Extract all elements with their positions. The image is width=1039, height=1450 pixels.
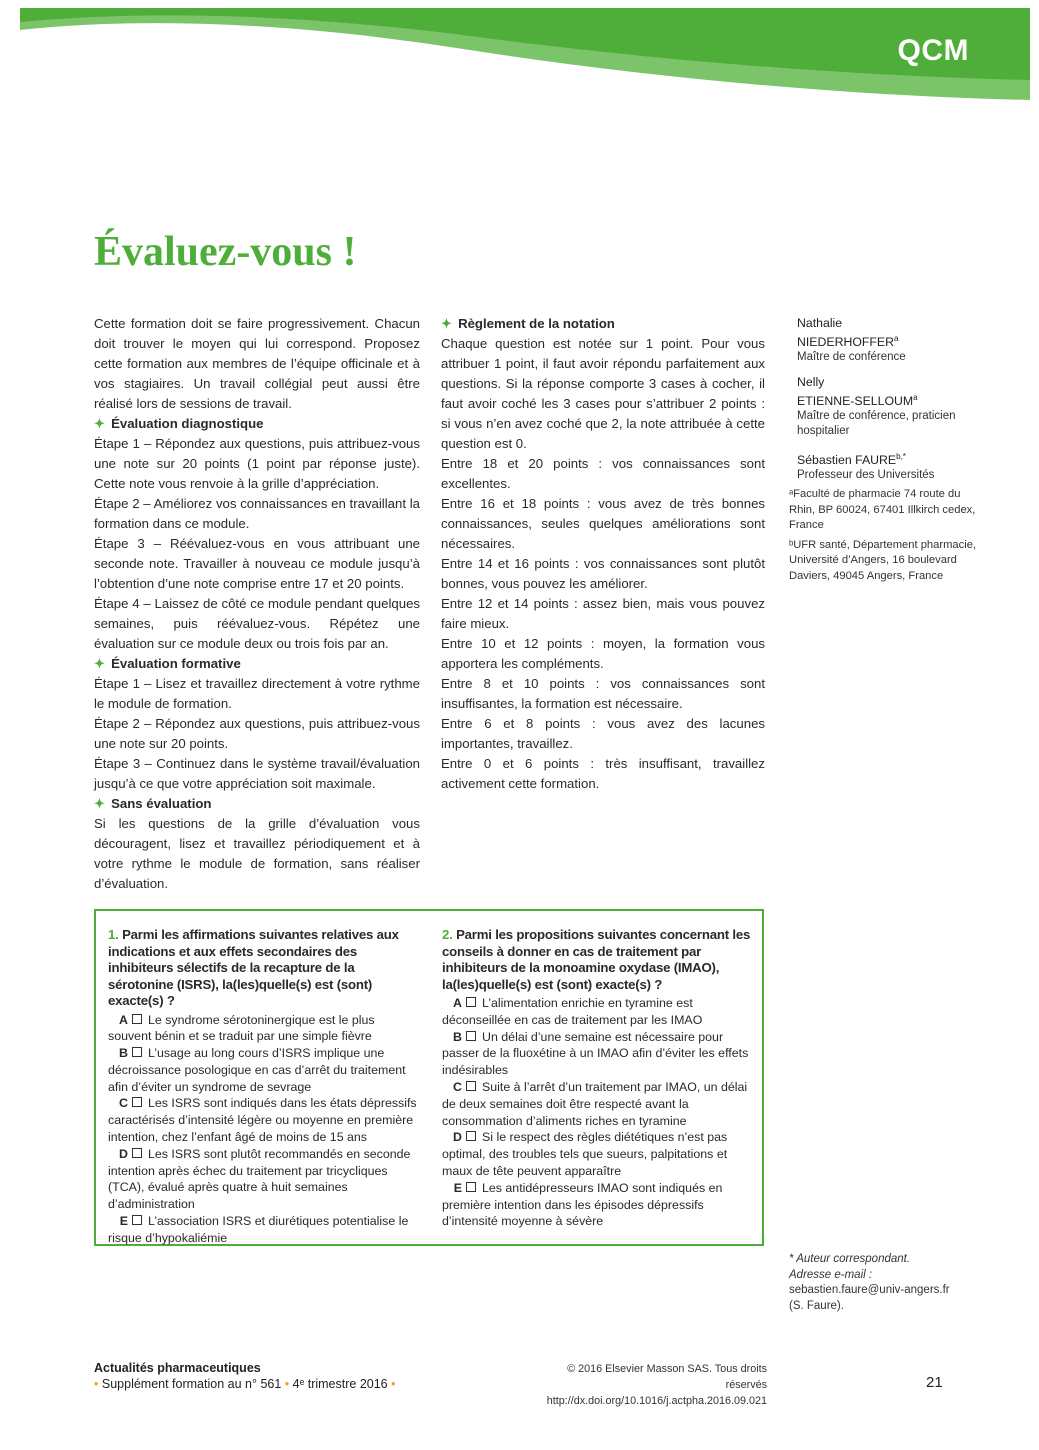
author-last-name: ETIENNE-SELLOUM$^a$ [797,393,918,409]
paragraph: Étape 3 – Réévaluez-vous en vous attribuant une seconde note. Travailler à nouveau ce module jusqu’à l’obtention d’une note comprise entre 17 et 20 points. [94,536,420,591]
star-icon: ✦ [94,656,106,671]
page-title: Évaluez-vous ! [94,229,357,275]
author-first-name: Nelly [797,375,825,390]
author-last-name: NIEDERHOFFER$^a$ [797,334,899,350]
grade-line: Entre 0 et 6 points : très insuffisant, travaillez activement cette formation. [441,756,765,791]
checkbox[interactable] [466,1182,476,1192]
question-title: 2. Parmi les propositions suivantes concernant les conseils à donner en cas de traitement par inhibiteurs de la monoamine oxydase (IMAO), la(les)quelle(s) est (sont) exacte(s) ? [442,927,751,992]
heading-diagnostique: ✦ Évaluation diagnostique [94,416,264,431]
paragraph: Étape 2 – Améliorez vos connaissances en travaillant la formation dans ce module. [94,496,420,531]
corresponding-name: (S. Faure). [789,1299,844,1312]
answer-option: B L’usage au long cours d’ISRS implique une décroissance posologique en cas d’arrêt du traitement afin d’éviter un syndrome de sevrage [108,1046,406,1094]
header-banner [0,0,1039,110]
question-2 [442,927,754,1230]
question-1 [108,927,420,1247]
paragraph: Étape 3 – Continuez dans le système travail/évaluation jusqu’à ce que votre appréciation soit maximale. [94,756,420,791]
checkbox[interactable] [132,1215,142,1225]
issue-line: • Supplément formation au n° 561 • 4ᵉ trimestre 2016 • [94,1377,396,1391]
star-icon: ✦ [94,796,106,811]
affiliations [789,487,979,588]
author-first-name: Nathalie [797,316,843,330]
author-list [797,316,977,493]
checkbox[interactable] [466,1031,476,1041]
answer-option: A Le syndrome sérotoninergique est le plus souvent bénin et se traduit par une simple fièvre [108,1012,375,1044]
star-icon: ✦ [94,416,106,431]
section-label: QCM [897,34,969,67]
paragraph: Étape 1 – Lisez et travaillez directement à votre rythme le module de formation. [94,676,420,711]
affiliation-b: ᵇUFR santé, Département pharmacie, Université d’Angers, 16 boulevard Daviers, 49045 Angers, France [789,538,977,582]
author [797,449,977,483]
author-role: Professeur des Universités [797,469,935,482]
answer-option: E L’association ISRS et diurétiques potentialise le risque d’hypokaliémie [108,1214,409,1245]
checkbox[interactable] [466,997,476,1007]
grade-line: Entre 6 et 8 points : vous avez des lacunes importantes, travaillez. [441,716,765,751]
checkbox[interactable] [132,1047,142,1057]
heading-formative: ✦ Évaluation formative [94,656,241,671]
doi-link[interactable]: http://dx.doi.org/10.1016/j.actpha.2016.09.021 [546,1395,767,1407]
answer-option: D Si le respect des règles diététiques n’est pas optimal, des troubles tels que sueurs, palpitations et maux de tête peuvent apparaître [442,1130,728,1178]
answer-option: D Les ISRS sont plutôt recommandés en seconde intention après échec du traitement par tricycliques (TCA), évalué après quatre à huit semaines d’administration [108,1146,411,1212]
grade-line: Entre 10 et 12 points : moyen, la formation vous apportera les compléments. [441,636,765,671]
grade-line: Entre 12 et 14 points : assez bien, mais vous pouvez faire mieux. [441,596,765,631]
footer-copyright [540,1361,767,1409]
intro-paragraph: Cette formation doit se faire progressivement. Chacun doit trouver le moyen qui lui correspond. Proposez cette formation aux membres de l’équipe officinale et à vos stagiaires. Un travail collégial peut aussi être réalisé lors de sessions de travail. [94,316,420,411]
page-number: 21 [926,1374,943,1391]
checkbox[interactable] [132,1148,142,1158]
grade-line: Entre 8 et 10 points : vos connaissances sont insuffisantes, la formation est nécessaire. [441,676,765,711]
email-link[interactable]: sebastien.faure@univ-angers.fr [789,1284,950,1296]
answer-option: C Suite à l’arrêt d’un traitement par IMAO, un délai de deux semaines doit être respecté avant la consommation d’aliments riches en tyramine [442,1079,748,1128]
question-title: 1. Parmi les affirmations suivantes relatives aux indications et aux effets secondaires des inhibiteurs sélectifs de la recapture de la sérotonine (ISRS), la(les)quelle(s) est (sont) exacte(s) ? [108,927,399,1008]
checkbox[interactable] [466,1131,476,1141]
author [797,375,977,439]
copyright: © 2016 Elsevier Masson SAS. Tous droits réservés [567,1363,767,1391]
author [797,316,977,365]
heading-sans-evaluation: ✦ Sans évaluation [94,796,212,811]
answer-option: E Les antidépresseurs IMAO sont indiqués en première intention dans les épisodes dépressifs d’intensité moyenne à sévère [442,1180,723,1229]
grade-line: Entre 16 et 18 points : vous avez de très bonnes connaissances, seules quelques améliorations sont nécessaires. [441,496,765,551]
author-role: Maître de conférence, praticien hospitalier [797,410,956,438]
author-name: Sébastien $FAURE^{b,*}$ [797,452,906,468]
footer-journal [94,1360,396,1392]
checkbox[interactable] [466,1081,476,1091]
quiz-box [94,909,764,1246]
corresponding-label: * Auteur correspondant. [789,1253,911,1265]
grade-line: Entre 14 et 16 points : vos connaissances sont plutôt bonnes, vous pouvez les améliorer. [441,556,765,591]
grade-line: Entre 18 et 20 points : vos connaissances sont excellentes. [441,456,765,491]
affiliation-a: ᵃFaculté de pharmacie 74 route du Rhin, BP 60024, 67401 Illkirch cedex, France [789,488,976,531]
answer-option: A L’alimentation enrichie en tyramine est déconseillée en cas de traitement par les IMAO [442,996,703,1027]
journal-name: Actualités pharmaceutiques [94,1361,261,1375]
paragraph: Étape 4 – Laissez de côté ce module pendant quelques semaines, puis réévaluez-vous. Répétez une évaluation sur ce module deux ou trois fois par an. [94,596,420,651]
paragraph: Chaque question est notée sur 1 point. Pour vous attribuer 1 point, il faut avoir répondu parfaitement aux questions. Si la réponse comporte 3 cases à cocher, il faut avoir coché les 3 cases pour s’attribuer 2 points : si vous n’en avez coché que 2, la note attribuée à cette question est 0. [441,336,765,451]
column-notation [441,314,765,794]
checkbox[interactable] [132,1014,142,1024]
paragraph: Étape 2 – Répondez aux questions, puis attribuez-vous une note sur 20 points. [94,716,420,751]
corresponding-author [789,1252,969,1314]
heading-reglement: ✦ Règlement de la notation [441,316,615,331]
email-label: Adresse e-mail : [789,1268,873,1281]
paragraph: Étape 1 – Répondez aux questions, puis attribuez-vous une note sur 20 points (1 point par réponse juste). Cette note vous renvoie à la grille d’appréciation. [94,436,420,491]
answer-option: C Les ISRS sont indiqués dans les états dépressifs caractérisés d’intensité légère ou moyenne en première intention, chez l’enfant âgé de moins de 15 ans [108,1096,417,1145]
column-instructions [94,314,420,894]
paragraph: Si les questions de la grille d’évaluation vous découragent, lisez et travaillez périodiquement et à votre rythme le module de formation, sans réaliser d’évaluation. [94,816,420,891]
star-icon: ✦ [441,316,453,331]
author-role: Maître de conférence [797,351,906,364]
answer-option: B Un délai d’une semaine est nécessaire pour passer de la fluoxétine à un IMAO afin d’éviter les effets indésirables [442,1029,749,1078]
checkbox[interactable] [132,1097,142,1107]
